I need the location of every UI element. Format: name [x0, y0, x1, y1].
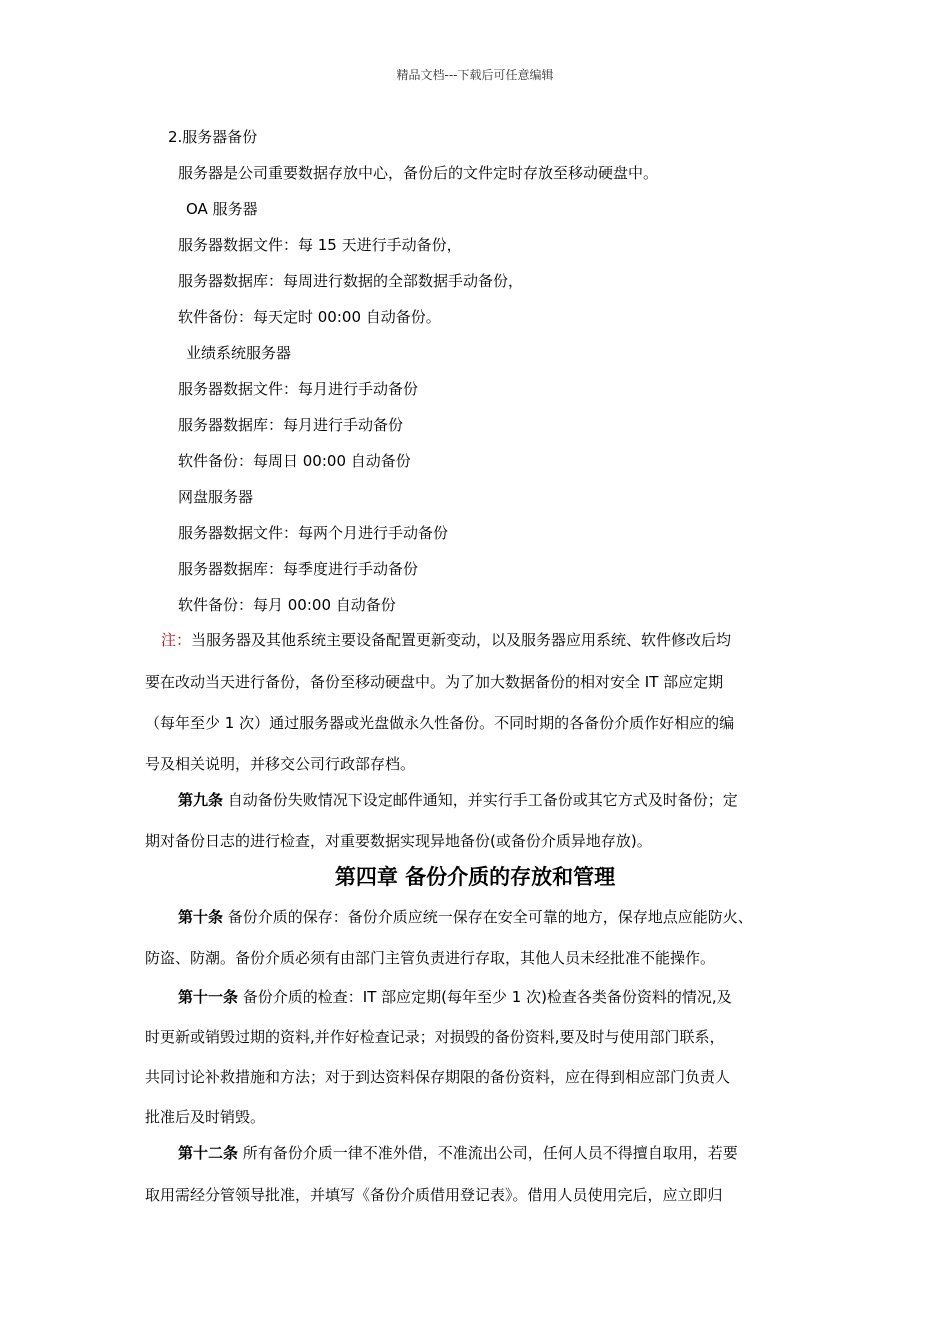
- note-line: 号及相关说明，并移交公司行政部存档。: [145, 755, 416, 773]
- page-header: 精品文档---下载后可任意编辑: [396, 68, 554, 82]
- disk-item: 软件备份：每月 00:00 自动备份: [178, 596, 396, 614]
- article-line: 防盗、防潮。备份介质必须有由部门主管负责进行存取，其他人员未经批准不能操作。: [145, 949, 716, 967]
- perf-server-title: 业绩系统服务器: [186, 344, 292, 362]
- article-line: 取用需经分管领导批准，并填写《备份介质借用登记表》。借用人员使用完后，应立即归: [145, 1186, 723, 1204]
- section-title: 2.服务器备份: [168, 128, 258, 146]
- article-line: 时更新或销毁过期的资料,并作好检查记录；对损毁的备份资料,要及时与使用部门联系，: [145, 1028, 725, 1046]
- oa-item: 服务器数据库：每周进行数据的全部数据手动备份，: [178, 272, 524, 290]
- article-line: 共同讨论补救措施和方法；对于到达资料保存期限的备份资料，应在得到相应部门负责人: [145, 1068, 731, 1086]
- article-line: 第十一条 备份介质的检查：IT 部应定期(每年至少 1 次)检查各类备份资料的情况,及: [178, 988, 732, 1006]
- note-label: 注：: [161, 631, 192, 649]
- article-line: 第十条 备份介质的保存：备份介质应统一保存在安全可靠的地方，保存地点应能防火、: [178, 908, 753, 926]
- disk-server-title: 网盘服务器: [178, 488, 254, 506]
- perf-item: 软件备份：每周日 00:00 自动备份: [178, 452, 411, 470]
- article-label: 第十一条: [178, 988, 239, 1006]
- article-line: 第十二条 所有备份介质一律不准外借，不准流出公司，任何人员不得擅自取用，若要: [178, 1144, 738, 1162]
- note-line: 要在改动当天进行备份，备份至移动硬盘中。为了加大数据备份的相对安全 IT 部应定期: [145, 673, 724, 691]
- note-line: 注：当服务器及其他系统主要设备配置更新变动，以及服务器应用系统、软件修改后均: [161, 631, 732, 649]
- note-line: （每年至少 1 次）通过服务器或光盘做永久性备份。不同时期的各备份介质作好相应的编: [145, 714, 735, 732]
- oa-item: 服务器数据文件：每 15 天进行手动备份，: [178, 236, 462, 254]
- disk-item: 服务器数据文件：每两个月进行手动备份: [178, 524, 449, 542]
- article-line: 期对备份日志的进行检查，对重要数据实现异地备份(或备份介质异地存放)。: [145, 832, 652, 850]
- article-line: 批准后及时销毁。: [145, 1108, 266, 1126]
- article-label: 第九条: [178, 791, 224, 809]
- intro-text: 服务器是公司重要数据存放中心，备份后的文件定时存放至移动硬盘中。: [178, 164, 659, 182]
- perf-item: 服务器数据库：每月进行手动备份: [178, 416, 404, 434]
- article-label: 第十条: [178, 908, 224, 926]
- article-label: 第十二条: [178, 1144, 239, 1162]
- perf-item: 服务器数据文件：每月进行手动备份: [178, 380, 419, 398]
- oa-server-title: OA 服务器: [186, 200, 258, 218]
- oa-item: 软件备份：每天定时 00:00 自动备份。: [178, 308, 441, 326]
- article-line: 第九条 自动备份失败情况下设定邮件通知，并实行手工备份或其它方式及时备份；定: [178, 791, 738, 809]
- disk-item: 服务器数据库：每季度进行手动备份: [178, 560, 419, 578]
- chapter-title: 第四章 备份介质的存放和管理: [334, 865, 616, 889]
